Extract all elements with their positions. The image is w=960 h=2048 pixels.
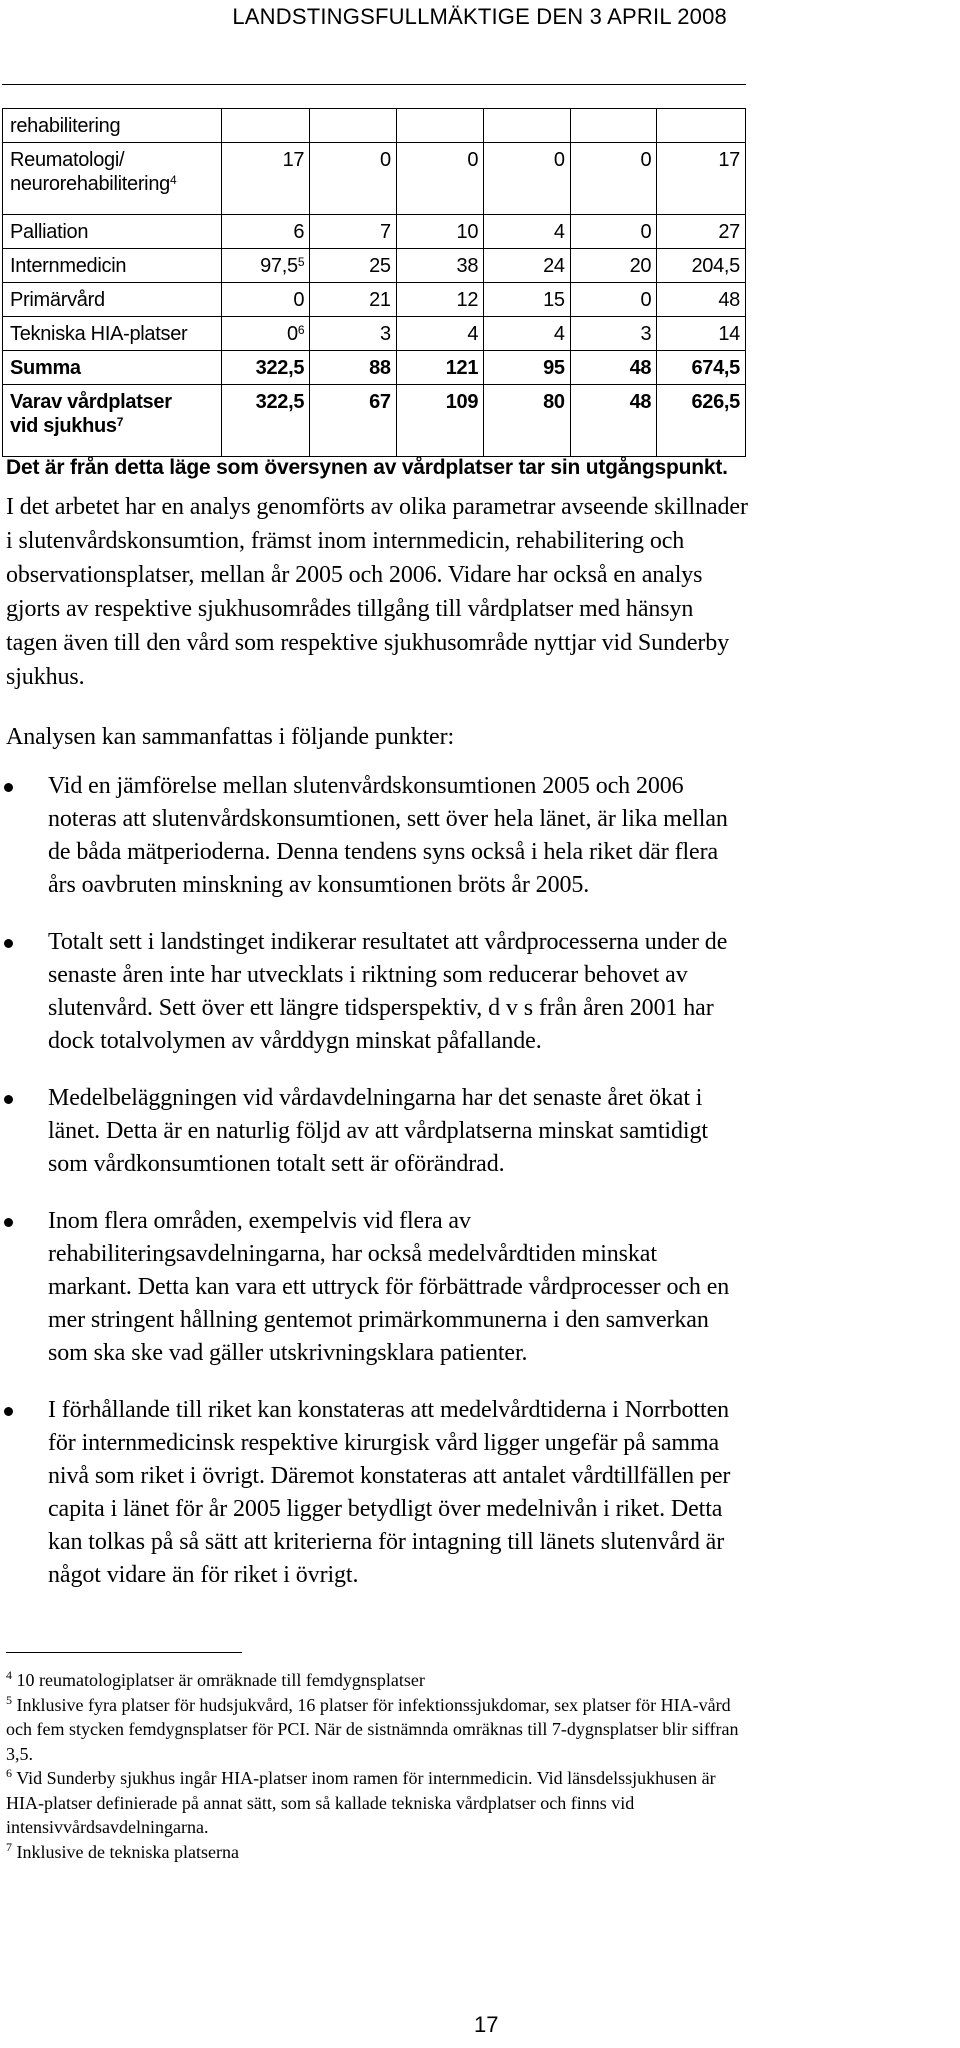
bullet-icon (4, 1095, 13, 1104)
table-cell (570, 109, 657, 143)
table-cell: 24 (484, 249, 571, 283)
table-cell (657, 109, 746, 143)
table-cell: 0 (570, 143, 657, 215)
row-label: Varav vårdplatser vid sjukhus$^7$ (3, 385, 222, 457)
footnote-6: $^6$ Vid Sunderby sjukhus ingår HIA-platser inom ramen för internmedicin. Vid länsdelssjukhusen är HIA-platser definierade på annat sätt, som så kallade tekniska vårdplatser och finns vid intensivvårdsavdelningarna. (6, 1766, 716, 1837)
table-cell: 4 (396, 317, 483, 351)
table-body (3, 109, 746, 457)
table-cell: 67 (310, 385, 397, 457)
table-cell: 38 (396, 249, 483, 283)
table-cell: 322,5 (221, 351, 310, 385)
table-cell: 3 (570, 317, 657, 351)
table-cell: 0 (570, 283, 657, 317)
table-row (3, 317, 746, 351)
footnotes (6, 1668, 746, 1864)
table-cell: 48 (657, 283, 746, 317)
table-cell: 97,5$^5$ (221, 249, 310, 283)
table-cell: 88 (310, 351, 397, 385)
page-number: 17 (474, 2012, 499, 2037)
table-cell: 0 (221, 283, 310, 317)
table-cell: 80 (484, 385, 571, 457)
table-cell: 27 (657, 215, 746, 249)
paragraph-2: Analysen kan sammanfattas i följande punkter: (6, 724, 455, 750)
table-cell: 3 (310, 317, 397, 351)
table-cell (221, 109, 310, 143)
table-cell: 109 (396, 385, 483, 457)
table-cell (310, 109, 397, 143)
table-row (3, 109, 746, 143)
bullet-list (0, 770, 744, 1616)
list-item: Totalt sett i landstinget indikerar resultatet att vårdprocesserna under de senaste åren inte har utvecklats i riktning som reducerar behovet av slutenvård. Sett över ett längre tidsperspektiv, d v s från åren 2001 har dock totalvolymen av vårddygn minskat påfallande. (0, 926, 744, 1058)
table-cell: 48 (570, 385, 657, 457)
page-header: LANDSTINGSFULLMÄKTIGE DEN 3 APRIL 2008 (232, 4, 727, 29)
table-cell: 12 (396, 283, 483, 317)
summary-line: Det är från detta läge som översynen av vårdplatser tar sin utgångspunkt. (6, 456, 728, 479)
table-cell: 10 (396, 215, 483, 249)
bullet-icon (4, 1407, 13, 1416)
table-cell: 95 (484, 351, 571, 385)
bullet-icon (4, 939, 13, 948)
table-cell: 7 (310, 215, 397, 249)
table-cell: 0 (396, 143, 483, 215)
row-label: rehabilitering (3, 109, 222, 143)
table-cell: $0^6$ (221, 317, 310, 351)
table-row (3, 385, 746, 457)
table-cell: 4 (484, 317, 571, 351)
table-row (3, 283, 746, 317)
row-label: Internmedicin (3, 249, 222, 283)
table-cell: 15 (484, 283, 571, 317)
table-cell: 14 (657, 317, 746, 351)
bullet-icon (4, 783, 13, 792)
row-label: Summa (3, 351, 222, 385)
table-row (3, 249, 746, 283)
row-label: Tekniska HIA-platser (3, 317, 222, 351)
table-cell: 626,5 (657, 385, 746, 457)
list-item: I förhållande till riket kan konstateras att medelvårdtiderna i Norrbotten för internmedicinsk respektive kirurgisk vård ligger ungefär på samma nivå som riket i övrigt. Däremot konstateras att antalet vårdtillfällen per capita i länet för år 2005 ligger betydligt över medelnivån i riket. Detta kan tolkas på så sätt att kriterierna för intagning till länets slutenvård är något vidare än för riket i övrigt. (0, 1394, 744, 1592)
table-row (3, 143, 746, 215)
footnote-4: $^4$ 10 reumatologiplatser är omräknade till femdygnsplatser (6, 1668, 425, 1690)
list-item: Medelbeläggningen vid vårdavdelningarna har det senaste året ökat i länet. Detta är en naturlig följd av att vårdplatserna minskat samtidigt som vårdkonsumtionen totalt sett är oförändrad. (0, 1082, 744, 1181)
row-label: Palliation (3, 215, 222, 249)
list-item: Inom flera områden, exempelvis vid flera av rehabiliteringsavdelningarna, har också medelvårdtiden minskat markant. Detta kan vara ett uttryck för förbättrade vårdprocesser och en mer stringent hållning gentemot primärkommunerna i den samverkan som ska ske vad gäller utskrivningsklara patienter. (0, 1205, 744, 1370)
table-cell: 204,5 (657, 249, 746, 283)
table-cell (484, 109, 571, 143)
data-table (2, 108, 746, 457)
table-row (3, 351, 746, 385)
table-row (3, 215, 746, 249)
table-cell: 48 (570, 351, 657, 385)
row-label: Primärvård (3, 283, 222, 317)
bullet-icon (4, 1218, 13, 1227)
table-cell: 21 (310, 283, 397, 317)
table-cell: 674,5 (657, 351, 746, 385)
header-divider (2, 84, 746, 85)
table-cell: 17 (657, 143, 746, 215)
table-cell: 0 (310, 143, 397, 215)
table-cell (396, 109, 483, 143)
table-cell: 17 (221, 143, 310, 215)
paragraph-1: I det arbetet har en analys genomförts av olika parametrar avseende skillnader i slutenvårdskonsumtion, främst inom internmedicin, rehabilitering och observationsplatser, mellan år 2005 och 2006. Vidare har också en analys gjorts av respektive sjukhusområdes tillgång till vårdplatser med hänsyn tagen även till den vård som respektive sjukhusområde nyttjar vid Sunderby sjukhus. (6, 494, 748, 690)
table-cell: 0 (484, 143, 571, 215)
footnote-divider (6, 1652, 242, 1653)
table-cell: 4 (484, 215, 571, 249)
footnote-5: $^5$ Inklusive fyra platser för hudsjukvård, 16 platser för infektionssjukdomar, sex platser för HIA-vård och fem stycken femdygnsplatser för PCI. När de sistnämnda omräknas till 7-dygnsplatser blir siffran 3,5. (6, 1692, 739, 1764)
footnote-7: $^7$ Inklusive de tekniska platserna (6, 1839, 239, 1862)
list-item: Vid en jämförelse mellan slutenvårdskonsumtionen 2005 och 2006 noteras att slutenvårdskonsumtionen, sett över hela länet, är lika mellan de båda mätperioderna. Denna tendens syns också i hela riket där flera års oavbruten minskning av konsumtionen bröts år 2005. (0, 770, 744, 902)
table-cell: 0 (570, 215, 657, 249)
table-cell: 25 (310, 249, 397, 283)
row-label: Reumatologi/ neurorehabilitering$^4$ (3, 143, 222, 215)
table-cell: 121 (396, 351, 483, 385)
table-cell: 20 (570, 249, 657, 283)
table-cell: 6 (221, 215, 310, 249)
table-cell: 322,5 (221, 385, 310, 457)
